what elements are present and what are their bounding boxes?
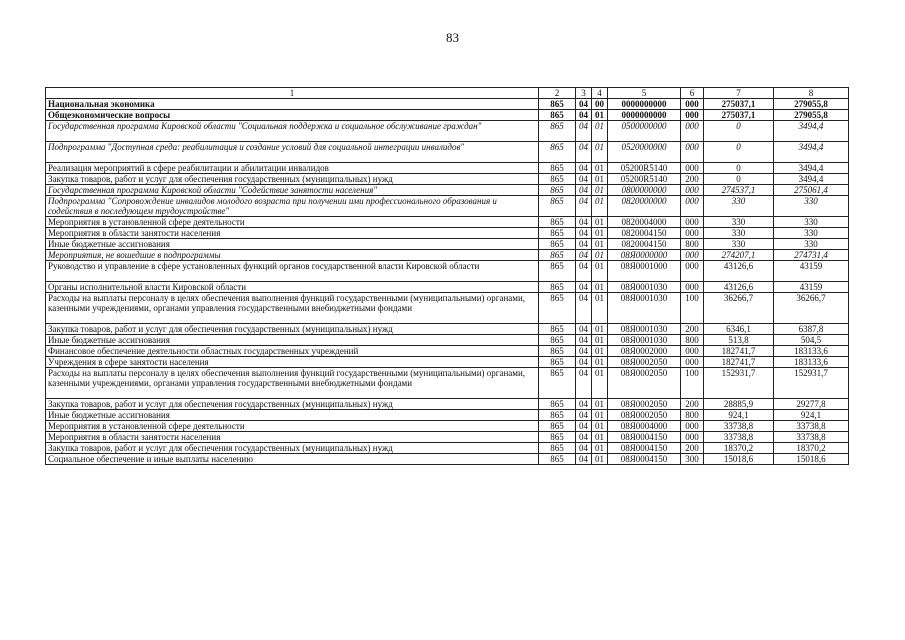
amount-year1-cell: 33738,8 (704, 421, 774, 432)
header-cell: 4 (592, 88, 608, 99)
table-row (46, 324, 849, 335)
subsection-cell: 01 (592, 454, 608, 465)
amount-year2-cell: 504,5 (774, 335, 849, 346)
target-article-cell: 0820000000 (608, 196, 681, 217)
admin-code-cell: 865 (539, 454, 576, 465)
table-row (46, 357, 849, 368)
section-cell: 04 (576, 239, 592, 250)
amount-year2-cell: 330 (774, 239, 849, 250)
row-name-cell: Иные бюджетные ассигнования (46, 410, 539, 421)
admin-code-cell: 865 (539, 163, 576, 174)
section-cell: 04 (576, 121, 592, 142)
target-article-cell: 0520000000 (608, 142, 681, 163)
subsection-cell: 01 (592, 250, 608, 261)
table-row (46, 261, 849, 282)
section-cell: 04 (576, 454, 592, 465)
section-cell: 04 (576, 185, 592, 196)
admin-code-cell: 865 (539, 99, 576, 110)
expense-type-cell: 000 (681, 196, 704, 217)
expense-type-cell: 100 (681, 368, 704, 399)
amount-year1-cell: 182741,7 (704, 346, 774, 357)
table-row (46, 110, 849, 121)
row-name-cell: Закупка товаров, работ и услуг для обеспечения государственных (муниципальных) нужд (46, 324, 539, 335)
header-cell: 7 (704, 88, 774, 99)
section-cell: 04 (576, 163, 592, 174)
admin-code-cell: 865 (539, 250, 576, 261)
target-article-cell: 0000000000 (608, 99, 681, 110)
target-article-cell: 0820004150 (608, 239, 681, 250)
expense-type-cell: 000 (681, 250, 704, 261)
section-cell: 04 (576, 196, 592, 217)
amount-year2-cell: 183133,6 (774, 346, 849, 357)
subsection-cell: 01 (592, 432, 608, 443)
subsection-cell: 01 (592, 217, 608, 228)
admin-code-cell: 865 (539, 346, 576, 357)
expense-type-cell: 000 (681, 282, 704, 293)
row-name-cell: Финансовое обеспечение деятельности областных государственных учреждений (46, 346, 539, 357)
target-article-cell: 08Я0004150 (608, 432, 681, 443)
amount-year1-cell: 0 (704, 174, 774, 185)
row-name-cell: Государственная программа Кировской области "Содействие занятости населения" (46, 185, 539, 196)
subsection-cell: 01 (592, 335, 608, 346)
row-name-cell: Учреждения в сфере занятости населения (46, 357, 539, 368)
admin-code-cell: 865 (539, 293, 576, 324)
amount-year1-cell: 330 (704, 196, 774, 217)
target-article-cell: 08Я0004000 (608, 421, 681, 432)
subsection-cell: 01 (592, 228, 608, 239)
table-row (46, 142, 849, 163)
row-name-cell: Закупка товаров, работ и услуг для обеспечения государственных (муниципальных) нужд (46, 443, 539, 454)
row-name-cell: Органы исполнительной власти Кировской области (46, 282, 539, 293)
section-cell: 04 (576, 399, 592, 410)
section-cell: 04 (576, 421, 592, 432)
amount-year1-cell: 275037,1 (704, 110, 774, 121)
table-row (46, 217, 849, 228)
admin-code-cell: 865 (539, 110, 576, 121)
amount-year2-cell: 15018,6 (774, 454, 849, 465)
table-row (46, 443, 849, 454)
amount-year1-cell: 924,1 (704, 410, 774, 421)
target-article-cell: 08Я0001030 (608, 293, 681, 324)
row-name-cell: Руководство и управление в сфере установленных функций органов государственной власти Кировской области (46, 261, 539, 282)
section-cell: 04 (576, 368, 592, 399)
row-name-cell: Мероприятия в области занятости населения (46, 432, 539, 443)
amount-year2-cell: 924,1 (774, 410, 849, 421)
subsection-cell: 01 (592, 282, 608, 293)
expense-type-cell: 800 (681, 410, 704, 421)
section-cell: 04 (576, 410, 592, 421)
row-name-cell: Закупка товаров, работ и услуг для обеспечения государственных (муниципальных) нужд (46, 174, 539, 185)
amount-year1-cell: 274537,1 (704, 185, 774, 196)
page-number: 83 (446, 30, 459, 45)
expense-type-cell: 000 (681, 185, 704, 196)
amount-year2-cell: 152931,7 (774, 368, 849, 399)
subsection-cell: 01 (592, 399, 608, 410)
admin-code-cell: 865 (539, 357, 576, 368)
table-row (46, 454, 849, 465)
admin-code-cell: 865 (539, 121, 576, 142)
table-row (46, 399, 849, 410)
target-article-cell: 08Я0002000 (608, 346, 681, 357)
section-cell: 04 (576, 228, 592, 239)
target-article-cell: 08Я0002050 (608, 357, 681, 368)
section-cell: 04 (576, 99, 592, 110)
amount-year1-cell: 43126,6 (704, 282, 774, 293)
amount-year1-cell: 0 (704, 163, 774, 174)
admin-code-cell: 865 (539, 174, 576, 185)
admin-code-cell: 865 (539, 410, 576, 421)
table-row (46, 293, 849, 324)
expense-type-cell: 000 (681, 346, 704, 357)
expense-type-cell: 100 (681, 293, 704, 324)
header-cell: 5 (608, 88, 681, 99)
amount-year2-cell: 279055,8 (774, 110, 849, 121)
amount-year1-cell: 43126,6 (704, 261, 774, 282)
amount-year1-cell: 330 (704, 239, 774, 250)
row-name-cell: Иные бюджетные ассигнования (46, 239, 539, 250)
target-article-cell: 05200R5140 (608, 174, 681, 185)
subsection-cell: 01 (592, 142, 608, 163)
admin-code-cell: 865 (539, 282, 576, 293)
amount-year1-cell: 36266,7 (704, 293, 774, 324)
amount-year2-cell: 43159 (774, 261, 849, 282)
amount-year2-cell: 3494,4 (774, 163, 849, 174)
admin-code-cell: 865 (539, 261, 576, 282)
subsection-cell: 01 (592, 163, 608, 174)
row-name-cell: Мероприятия в области занятости населения (46, 228, 539, 239)
amount-year1-cell: 0 (704, 121, 774, 142)
admin-code-cell: 865 (539, 432, 576, 443)
target-article-cell: 08Я0001000 (608, 261, 681, 282)
admin-code-cell: 865 (539, 399, 576, 410)
amount-year2-cell: 18370,2 (774, 443, 849, 454)
amount-year1-cell: 274207,1 (704, 250, 774, 261)
expense-type-cell: 200 (681, 443, 704, 454)
expense-type-cell: 000 (681, 121, 704, 142)
header-cell: 8 (774, 88, 849, 99)
expense-type-cell: 000 (681, 228, 704, 239)
expense-type-cell: 000 (681, 261, 704, 282)
expense-type-cell: 000 (681, 110, 704, 121)
target-article-cell: 08Я0002050 (608, 410, 681, 421)
subsection-cell: 01 (592, 185, 608, 196)
table-row (46, 185, 849, 196)
subsection-cell: 01 (592, 357, 608, 368)
subsection-cell: 01 (592, 324, 608, 335)
amount-year1-cell: 15018,6 (704, 454, 774, 465)
subsection-cell: 01 (592, 196, 608, 217)
admin-code-cell: 865 (539, 196, 576, 217)
row-name-cell: Мероприятия в установленной сфере деятельности (46, 217, 539, 228)
section-cell: 04 (576, 432, 592, 443)
table-row (46, 196, 849, 217)
amount-year2-cell: 330 (774, 217, 849, 228)
amount-year1-cell: 28885,9 (704, 399, 774, 410)
target-article-cell: 0000000000 (608, 110, 681, 121)
amount-year1-cell: 33738,8 (704, 432, 774, 443)
row-name-cell: Общеэкономические вопросы (46, 110, 539, 121)
row-name-cell: Подпрограмма "Доступная среда: реабилитация и создание условий для социальной интеграции инвалидов" (46, 142, 539, 163)
target-article-cell: 08Я0001030 (608, 282, 681, 293)
expense-type-cell: 000 (681, 357, 704, 368)
amount-year1-cell: 18370,2 (704, 443, 774, 454)
amount-year1-cell: 275037,1 (704, 99, 774, 110)
header-cell: 2 (539, 88, 576, 99)
expense-type-cell: 000 (681, 217, 704, 228)
expense-type-cell: 200 (681, 324, 704, 335)
table-row (46, 250, 849, 261)
row-name-cell: Иные бюджетные ассигнования (46, 335, 539, 346)
amount-year1-cell: 6346,1 (704, 324, 774, 335)
table-row (46, 239, 849, 250)
subsection-cell: 01 (592, 368, 608, 399)
amount-year2-cell: 3494,4 (774, 142, 849, 163)
budget-table (45, 87, 849, 465)
subsection-cell: 01 (592, 110, 608, 121)
expense-type-cell: 200 (681, 399, 704, 410)
amount-year2-cell: 279055,8 (774, 99, 849, 110)
target-article-cell: 08Я0001030 (608, 324, 681, 335)
table-row (46, 346, 849, 357)
subsection-cell: 01 (592, 239, 608, 250)
section-cell: 04 (576, 443, 592, 454)
amount-year2-cell: 183133,6 (774, 357, 849, 368)
row-name-cell: Закупка товаров, работ и услуг для обеспечения государственных (муниципальных) нужд (46, 399, 539, 410)
admin-code-cell: 865 (539, 421, 576, 432)
header-cell: 1 (46, 88, 539, 99)
admin-code-cell: 865 (539, 217, 576, 228)
target-article-cell: 08Я0002050 (608, 368, 681, 399)
target-article-cell: 08Я0001030 (608, 335, 681, 346)
target-article-cell: 0820004150 (608, 228, 681, 239)
expense-type-cell: 000 (681, 99, 704, 110)
admin-code-cell: 865 (539, 239, 576, 250)
section-cell: 04 (576, 250, 592, 261)
section-cell: 04 (576, 357, 592, 368)
table-row (46, 121, 849, 142)
expense-type-cell: 000 (681, 421, 704, 432)
amount-year2-cell: 3494,4 (774, 174, 849, 185)
section-cell: 04 (576, 174, 592, 185)
admin-code-cell: 865 (539, 228, 576, 239)
table-row (46, 421, 849, 432)
table-row (46, 163, 849, 174)
subsection-cell: 01 (592, 121, 608, 142)
table-row (46, 228, 849, 239)
expense-type-cell: 200 (681, 174, 704, 185)
row-name-cell: Национальная экономика (46, 99, 539, 110)
table-row (46, 432, 849, 443)
amount-year2-cell: 33738,8 (774, 421, 849, 432)
header-cell: 3 (576, 88, 592, 99)
target-article-cell: 08Я0004150 (608, 454, 681, 465)
subsection-cell: 01 (592, 346, 608, 357)
amount-year2-cell: 274731,4 (774, 250, 849, 261)
amount-year2-cell: 275061,4 (774, 185, 849, 196)
section-cell: 04 (576, 110, 592, 121)
subsection-cell: 01 (592, 421, 608, 432)
table-header-row (46, 88, 849, 99)
amount-year2-cell: 29277,8 (774, 399, 849, 410)
section-cell: 04 (576, 324, 592, 335)
subsection-cell: 01 (592, 174, 608, 185)
admin-code-cell: 865 (539, 335, 576, 346)
row-name-cell: Подпрограмма "Сопровождение инвалидов молодого возраста при получении ими профессионального образования и содействия в последующем трудоустройстве" (46, 196, 539, 217)
target-article-cell: 0820004000 (608, 217, 681, 228)
row-name-cell: Реализация мероприятий в сфере реабилитации и абилитации инвалидов (46, 163, 539, 174)
table-row (46, 282, 849, 293)
amount-year2-cell: 36266,7 (774, 293, 849, 324)
amount-year2-cell: 3494,4 (774, 121, 849, 142)
row-name-cell: Социальное обеспечение и иные выплаты населению (46, 454, 539, 465)
amount-year1-cell: 330 (704, 228, 774, 239)
admin-code-cell: 865 (539, 142, 576, 163)
amount-year2-cell: 43159 (774, 282, 849, 293)
amount-year1-cell: 182741,7 (704, 357, 774, 368)
section-cell: 04 (576, 217, 592, 228)
subsection-cell: 01 (592, 443, 608, 454)
target-article-cell: 05200R5140 (608, 163, 681, 174)
table-row (46, 99, 849, 110)
section-cell: 04 (576, 282, 592, 293)
expense-type-cell: 300 (681, 454, 704, 465)
subsection-cell: 00 (592, 99, 608, 110)
admin-code-cell: 865 (539, 368, 576, 399)
amount-year2-cell: 6387,8 (774, 324, 849, 335)
expense-type-cell: 000 (681, 142, 704, 163)
admin-code-cell: 865 (539, 443, 576, 454)
table-row (46, 174, 849, 185)
table-row (46, 335, 849, 346)
row-name-cell: Мероприятия в установленной сфере деятельности (46, 421, 539, 432)
amount-year1-cell: 152931,7 (704, 368, 774, 399)
section-cell: 04 (576, 293, 592, 324)
header-cell: 6 (681, 88, 704, 99)
amount-year1-cell: 330 (704, 217, 774, 228)
section-cell: 04 (576, 346, 592, 357)
table-row (46, 410, 849, 421)
expense-type-cell: 000 (681, 432, 704, 443)
target-article-cell: 08Я0000000 (608, 250, 681, 261)
row-name-cell: Расходы на выплаты персоналу в целях обеспечения выполнения функций государственными (муниципальными) органами, казенными учреждениями, органами управления государственными внебюджетными фондами (46, 368, 539, 399)
target-article-cell: 0500000000 (608, 121, 681, 142)
row-name-cell: Государственная программа Кировской области "Социальная поддержка и социальное обслуживание граждан" (46, 121, 539, 142)
subsection-cell: 01 (592, 410, 608, 421)
section-cell: 04 (576, 261, 592, 282)
amount-year2-cell: 330 (774, 228, 849, 239)
target-article-cell: 08Я0002050 (608, 399, 681, 410)
amount-year2-cell: 330 (774, 196, 849, 217)
admin-code-cell: 865 (539, 324, 576, 335)
amount-year1-cell: 513,8 (704, 335, 774, 346)
amount-year2-cell: 33738,8 (774, 432, 849, 443)
admin-code-cell: 865 (539, 185, 576, 196)
subsection-cell: 01 (592, 261, 608, 282)
target-article-cell: 0800000000 (608, 185, 681, 196)
row-name-cell: Расходы на выплаты персоналу в целях обеспечения выполнения функций государственными (муниципальными) органами, казенными учреждениями, органами управления государственными внебюджетными фондами (46, 293, 539, 324)
target-article-cell: 08Я0004150 (608, 443, 681, 454)
row-name-cell: Мероприятия, не вошедшие в подпрограммы (46, 250, 539, 261)
amount-year1-cell: 0 (704, 142, 774, 163)
section-cell: 04 (576, 335, 592, 346)
expense-type-cell: 000 (681, 163, 704, 174)
table-row (46, 368, 849, 399)
expense-type-cell: 800 (681, 335, 704, 346)
subsection-cell: 01 (592, 293, 608, 324)
expense-type-cell: 800 (681, 239, 704, 250)
section-cell: 04 (576, 142, 592, 163)
